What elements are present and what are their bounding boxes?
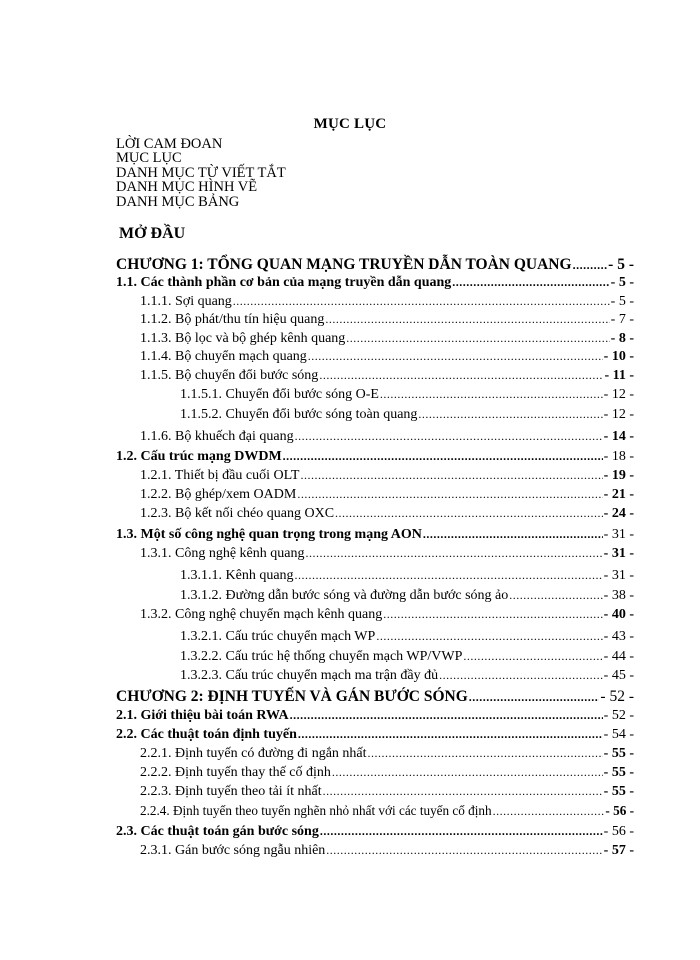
dot-leader [452, 275, 609, 290]
toc-page-number: - 12 - [603, 407, 634, 422]
toc-page-number: - 12 - [603, 387, 634, 402]
toc-page-number: - 52 - [603, 708, 634, 723]
toc-entry-subsubsection[interactable] [180, 649, 634, 667]
toc-entry-subsection[interactable] [140, 312, 634, 330]
toc-entry-subsection[interactable] [140, 546, 634, 564]
toc-entry-subsection[interactable] [140, 468, 634, 486]
toc-entry-text: 1.1.1. Sợi quang [140, 294, 232, 309]
dot-leader [297, 487, 602, 502]
toc-entry-text: 1.3. Một số công nghệ quan trọng trong mạng AON [116, 527, 422, 542]
toc-entry-subsection[interactable] [140, 803, 634, 821]
toc-entry-section[interactable] [116, 527, 634, 545]
front-matter-item[interactable]: DANH MỤC TỪ VIẾT TẮT [116, 164, 286, 181]
toc-entry-text: 1.2.3. Bộ kết nối chéo quang OXC [140, 506, 335, 521]
toc-entry-subsubsection[interactable] [180, 629, 634, 647]
toc-page-number: - 56 - [603, 824, 634, 839]
dot-leader [423, 527, 603, 542]
toc-entry-text: 1.1.3. Bộ lọc và bộ ghép kênh quang [140, 331, 346, 346]
dot-leader [332, 765, 603, 780]
toc-page-number: - 52 - [600, 688, 634, 705]
toc-entry-text: 2.1. Giới thiệu bài toán RWA [116, 708, 289, 723]
toc-page-number: - 44 - [603, 649, 634, 664]
front-matter-item[interactable]: LỜI CAM ĐOAN [116, 136, 223, 152]
toc-page-number: - 40 - [603, 607, 634, 622]
toc-entry-subsection[interactable] [140, 765, 634, 783]
dot-leader [346, 331, 609, 346]
toc-page-number: - 55 - [603, 765, 634, 780]
dot-leader [295, 429, 603, 444]
dot-leader [325, 312, 609, 327]
toc-entry-text: 2.2.4. Định tuyến theo tuyến nghẽn nhỏ nhất với các tuyến cố định [140, 803, 492, 818]
toc-entry-text: 2.3.1. Gán bước sóng ngẫu nhiên [140, 843, 326, 858]
toc-entry-chapter[interactable] [116, 688, 634, 706]
toc-entry-subsection[interactable] [140, 784, 634, 802]
toc-entry-text: 1.1. Các thành phần cơ bản của mạng truyền dẫn quang [116, 275, 452, 290]
toc-page-number: - 19 - [603, 468, 634, 483]
toc-entry-text: 2.2. Các thuật toán định tuyến [116, 727, 297, 742]
toc-entry-section[interactable] [116, 275, 634, 293]
toc-entry-text: 1.1.6. Bộ khuếch đại quang [140, 429, 294, 444]
toc-entry-subsubsection[interactable] [180, 387, 634, 405]
front-matter-item[interactable]: DANH MỤC BẢNG [116, 193, 240, 210]
toc-page-number: - 31 - [603, 568, 634, 583]
dot-leader [308, 349, 603, 364]
toc-page-number: - 55 - [603, 784, 634, 799]
toc-page-number: - 43 - [603, 629, 634, 644]
front-matter-item[interactable]: MỤC LỤC [116, 150, 182, 167]
toc-page-number: - 7 - [610, 312, 634, 327]
dot-leader [463, 649, 602, 664]
toc-entry-text: 1.1.4. Bộ chuyển mạch quang [140, 349, 307, 364]
dot-leader [439, 668, 603, 683]
toc-entry-text: 1.3.1. Công nghệ kênh quang [140, 546, 305, 561]
dot-leader [376, 629, 602, 644]
toc-entry-section[interactable] [116, 727, 634, 745]
intro-heading[interactable]: MỞ ĐẦU [119, 225, 186, 242]
toc-entry-text: 2.2.3. Định tuyến theo tải ít nhất [140, 784, 322, 799]
toc-page-number: - 5 - [608, 256, 634, 273]
toc-entry-text: 1.3.2.2. Cấu trúc hệ thống chuyển mạch WP/VWP [180, 649, 463, 664]
toc-entry-text: 2.2.1. Định tuyến có đường đi ngắn nhất [140, 746, 367, 761]
dot-leader [283, 449, 603, 464]
toc-page-number: - 31 - [603, 527, 634, 542]
dot-leader [509, 588, 602, 603]
toc-page-number: - 54 - [603, 727, 634, 742]
toc-entry-text: 1.2.2. Bộ ghép/xem OADM [140, 487, 297, 502]
toc-entry-subsection[interactable] [140, 429, 634, 447]
toc-page-number: - 8 - [610, 331, 634, 346]
toc-entry-text: 1.3.2.3. Cấu trúc chuyển mạch ma trận đầy đủ [180, 668, 439, 683]
toc-page-number: - 5 - [610, 275, 634, 290]
toc-entry-subsection[interactable] [140, 349, 634, 367]
toc-page-number: - 24 - [603, 506, 634, 521]
dot-leader [290, 708, 603, 723]
toc-page-number: - 5 - [610, 294, 634, 309]
toc-entry-text: 1.2. Cấu trúc mạng DWDM [116, 449, 282, 464]
dot-leader [493, 804, 605, 819]
toc-entry-text: 1.2.1. Thiết bị đầu cuối OLT [140, 468, 300, 483]
dot-leader [305, 546, 602, 561]
dot-leader [383, 607, 602, 622]
dot-leader [298, 727, 603, 742]
toc-page-number: - 14 - [603, 429, 634, 444]
toc-entry-text: CHƯƠNG 1: TỔNG QUAN MẠNG TRUYỀN DẪN TOÀN QUANG [116, 256, 572, 273]
toc-page-number: - 38 - [603, 588, 634, 603]
dot-leader [380, 387, 603, 402]
dot-leader [469, 690, 600, 705]
toc-entry-text: 1.1.2. Bộ phát/thu tín hiệu quang [140, 312, 325, 327]
toc-entry-text: 2.3. Các thuật toán gán bước sóng [116, 824, 319, 839]
toc-page-number: - 45 - [603, 668, 634, 683]
front-matter-item[interactable]: DANH MỤC HÌNH VẼ [116, 179, 258, 196]
toc-entry-section[interactable] [116, 708, 634, 726]
toc-entry-chapter[interactable] [116, 256, 634, 274]
toc-entry-subsection[interactable] [140, 294, 634, 312]
toc-page-number: - 31 - [603, 546, 634, 561]
toc-page-number: - 55 - [603, 746, 634, 761]
dot-leader [323, 784, 603, 799]
toc-entry-subsection[interactable] [140, 368, 634, 386]
toc-entry-text: 1.3.1.2. Đường dẫn bước sóng và đường dẫn bước sóng ảo [180, 588, 509, 603]
toc-entry-subsection[interactable] [140, 506, 634, 524]
toc-entry-subsection[interactable] [140, 746, 634, 764]
toc-page-number: - 56 - [605, 803, 634, 818]
dot-leader [320, 824, 603, 839]
toc-page-number: - 57 - [603, 843, 634, 858]
toc-entry-subsubsection[interactable] [180, 407, 634, 425]
front-matter-list [116, 137, 286, 209]
dot-leader [319, 368, 603, 383]
toc-entry-text: 1.3.2. Công nghệ chuyển mạch kênh quang [140, 607, 383, 622]
dot-leader [326, 843, 602, 858]
toc-entry-text: 1.3.1.1. Kênh quang [180, 568, 294, 583]
toc-entry-text: 1.3.2.1. Cấu trúc chuyển mạch WP [180, 629, 376, 644]
page-title: MỤC LỤC [313, 116, 387, 132]
dot-leader [300, 468, 602, 483]
dot-leader [418, 407, 602, 422]
dot-leader [295, 568, 603, 583]
toc-page-number: - 18 - [603, 449, 634, 464]
toc-entry-subsubsection[interactable] [180, 568, 634, 586]
toc-entry-subsection[interactable] [140, 331, 634, 349]
toc-entry-text: 1.1.5.1. Chuyển đổi bước sóng O-E [180, 387, 379, 402]
dot-leader [368, 746, 603, 761]
toc-entry-subsection[interactable] [140, 607, 634, 625]
dot-leader [233, 294, 610, 309]
toc-page-number: - 10 - [603, 349, 634, 364]
toc-entry-text: 2.2.2. Định tuyến thay thế cố định [140, 765, 331, 780]
dot-leader [573, 258, 608, 273]
toc-entry-subsubsection[interactable] [180, 588, 634, 606]
toc-entry-subsubsection[interactable] [180, 668, 634, 686]
toc-entry-text: CHƯƠNG 2: ĐỊNH TUYẾN VÀ GÁN BƯỚC SÓNG [116, 688, 468, 705]
toc-entry-section[interactable] [116, 824, 634, 842]
toc-entry-subsection[interactable] [140, 487, 634, 505]
dot-leader [335, 506, 603, 521]
toc-entry-subsection[interactable] [140, 843, 634, 861]
toc-page-number: - 21 - [603, 487, 634, 502]
toc-page-number: - 11 - [604, 368, 634, 383]
toc-entry-text: 1.1.5.2. Chuyển đổi bước sóng toàn quang [180, 407, 418, 422]
toc-entry-text: 1.1.5. Bộ chuyển đổi bước sóng [140, 368, 319, 383]
toc-entry-section[interactable] [116, 449, 634, 467]
